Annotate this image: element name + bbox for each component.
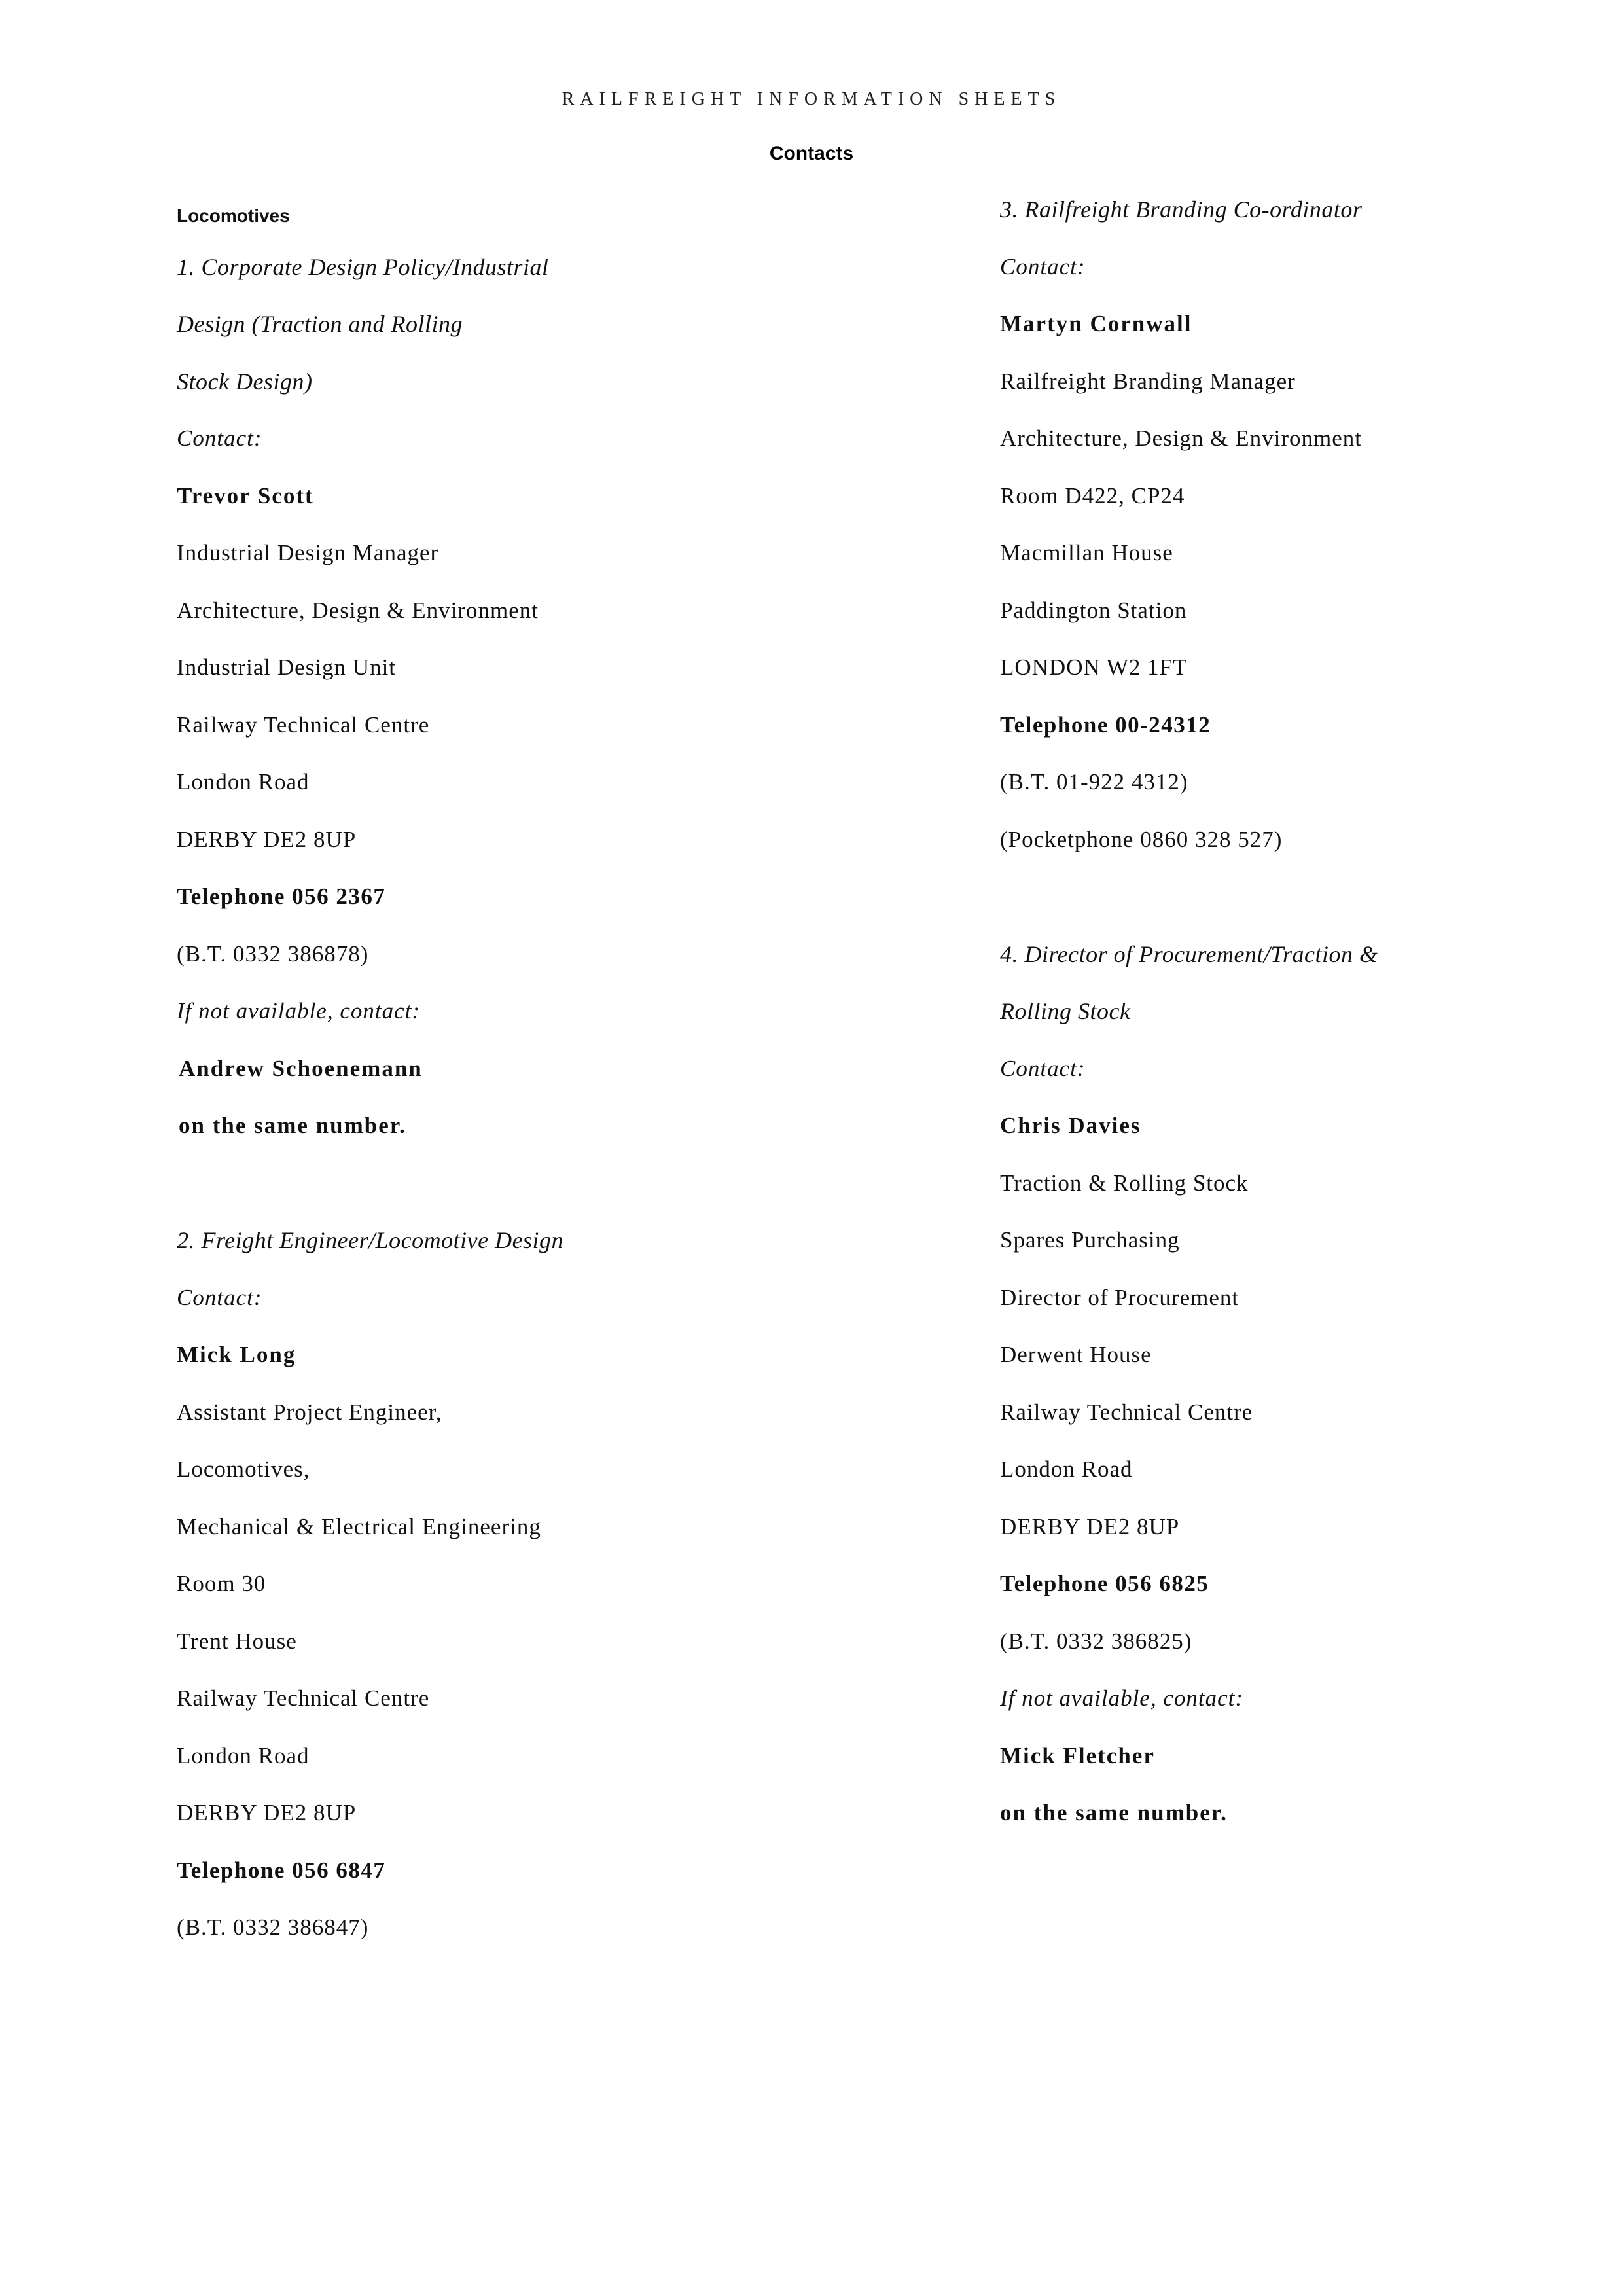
contact-detail: DERBY DE2 8UP bbox=[177, 827, 357, 852]
contact-label: Contact: bbox=[1000, 254, 1086, 279]
contact-detail: Railfreight Branding Manager bbox=[1000, 368, 1296, 394]
contact-detail: Traction & Rolling Stock bbox=[1000, 1170, 1249, 1196]
contact-detail: Locomotives, bbox=[177, 1456, 310, 1482]
contact-telephone: Telephone 056 2367 bbox=[177, 884, 386, 909]
contact-detail: Industrial Design Manager bbox=[177, 540, 439, 565]
contact-detail: DERBY DE2 8UP bbox=[177, 1800, 357, 1825]
contact-detail: LONDON W2 1FT bbox=[1000, 655, 1188, 680]
contact-detail: Mechanical & Electrical Engineering bbox=[177, 1514, 541, 1539]
contact-detail: Industrial Design Unit bbox=[177, 655, 397, 680]
alternate-contact-label: If not available, contact: bbox=[177, 998, 421, 1024]
contact-detail: London Road bbox=[1000, 1456, 1133, 1482]
contact-detail: Trent House bbox=[177, 1628, 297, 1654]
contact-name: Mick Long bbox=[177, 1342, 296, 1367]
contact-detail: DERBY DE2 8UP bbox=[1000, 1514, 1180, 1539]
contact-telephone: Telephone 056 6825 bbox=[1000, 1571, 1209, 1596]
contact-detail: Railway Technical Centre bbox=[1000, 1399, 1253, 1425]
contact-name: Trevor Scott bbox=[177, 483, 314, 509]
contact-heading-line: 2. Freight Engineer/Locomotive Design bbox=[177, 1227, 564, 1253]
section-heading-locomotives: Locomotives bbox=[177, 206, 290, 226]
contact-bt-number: (B.T. 0332 386825) bbox=[1000, 1628, 1192, 1654]
page-header: RAILFREIGHT INFORMATION SHEETS bbox=[562, 89, 1061, 109]
contact-heading-line: Rolling Stock bbox=[1000, 998, 1131, 1024]
alternate-contact-name: Mick Fletcher bbox=[1000, 1743, 1155, 1768]
contact-label: Contact: bbox=[177, 425, 262, 451]
alternate-contact-note: on the same number. bbox=[1000, 1800, 1228, 1825]
contact-detail: Derwent House bbox=[1000, 1342, 1152, 1367]
alternate-contact-name: Andrew Schoenemann bbox=[179, 1056, 423, 1081]
contact-detail: Railway Technical Centre bbox=[177, 712, 430, 738]
contact-detail: London Road bbox=[177, 769, 310, 795]
contact-heading-line: 3. Railfreight Branding Co-ordinator bbox=[1000, 196, 1363, 223]
contact-detail: Architecture, Design & Environment bbox=[1000, 425, 1363, 451]
contact-detail: Railway Technical Centre bbox=[177, 1685, 430, 1711]
contact-heading-line: 4. Director of Procurement/Traction & bbox=[1000, 941, 1378, 967]
contact-pocketphone: (Pocketphone 0860 328 527) bbox=[1000, 827, 1283, 852]
contact-bt-number: (B.T. 0332 386847) bbox=[177, 1914, 369, 1940]
contact-label: Contact: bbox=[1000, 1056, 1086, 1081]
contact-detail: Assistant Project Engineer, bbox=[177, 1399, 442, 1425]
contact-detail: Paddington Station bbox=[1000, 598, 1187, 623]
contact-detail: Room 30 bbox=[177, 1571, 266, 1596]
contact-detail: Director of Procurement bbox=[1000, 1285, 1240, 1310]
contact-detail: London Road bbox=[177, 1743, 310, 1768]
alternate-contact-note: on the same number. bbox=[179, 1113, 406, 1138]
contact-bt-number: (B.T. 0332 386878) bbox=[177, 941, 369, 967]
contact-heading-line: 1. Corporate Design Policy/Industrial bbox=[177, 254, 549, 280]
contact-detail: Spares Purchasing bbox=[1000, 1227, 1180, 1253]
contact-name: Chris Davies bbox=[1000, 1113, 1141, 1138]
contact-detail: Macmillan House bbox=[1000, 540, 1173, 565]
contact-label: Contact: bbox=[177, 1285, 262, 1310]
alternate-contact-label: If not available, contact: bbox=[1000, 1685, 1244, 1711]
contact-heading-line: Design (Traction and Rolling bbox=[177, 311, 463, 337]
contact-detail: Room D422, CP24 bbox=[1000, 483, 1185, 509]
contact-name: Martyn Cornwall bbox=[1000, 311, 1192, 336]
contact-detail: Architecture, Design & Environment bbox=[177, 598, 539, 623]
contact-telephone: Telephone 00-24312 bbox=[1000, 712, 1211, 738]
page-title: Contacts bbox=[769, 143, 854, 164]
contact-telephone: Telephone 056 6847 bbox=[177, 1857, 386, 1883]
contact-heading-line: Stock Design) bbox=[177, 368, 313, 395]
contact-bt-number: (B.T. 01-922 4312) bbox=[1000, 769, 1188, 795]
